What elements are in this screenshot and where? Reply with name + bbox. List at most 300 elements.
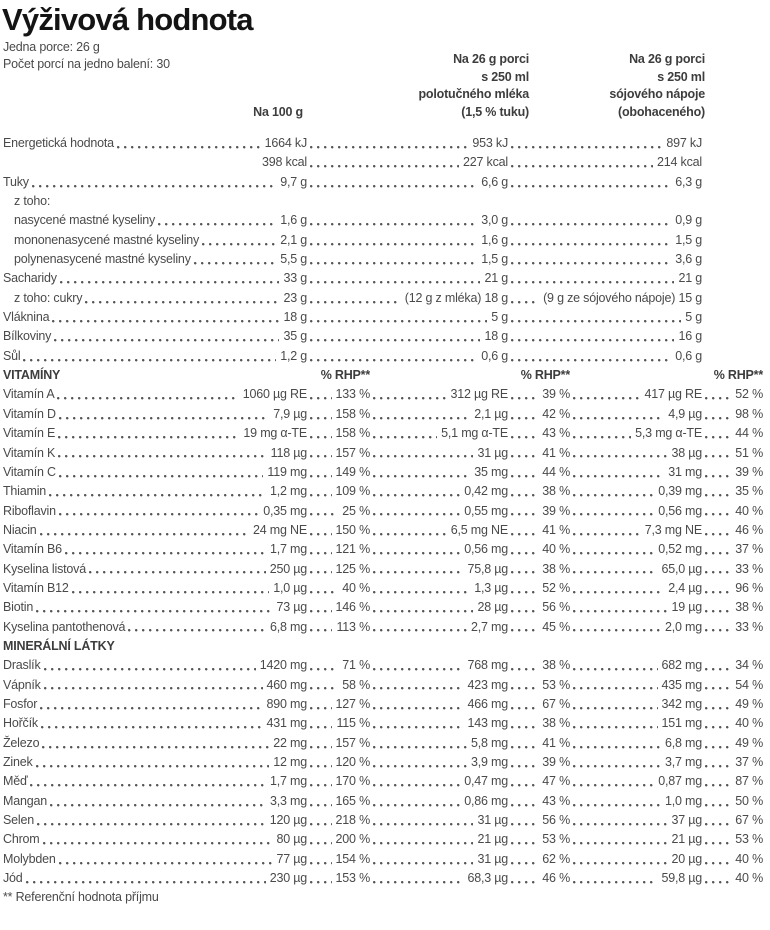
value-cell: 398 kcal	[262, 155, 307, 170]
value-cell: 1,5 g	[481, 252, 508, 267]
value-cell: 143 mg	[467, 716, 508, 731]
table-row	[3, 830, 763, 849]
dot-leader	[310, 792, 332, 811]
dot-leader	[511, 540, 538, 559]
row-label: z toho:	[14, 194, 51, 209]
dot-leader	[58, 444, 266, 463]
value-cell: 16 g	[678, 329, 702, 344]
dot-leader	[705, 734, 731, 753]
row-label: VITAMÍNY	[3, 368, 61, 383]
value-cell: 119 mg	[267, 464, 307, 479]
dot-leader	[310, 772, 332, 791]
value-cell: 21 µg	[477, 832, 508, 847]
value-cell: 214 kcal	[657, 155, 702, 170]
pct-cell: 146 %	[335, 600, 370, 615]
pct-cell: 38 %	[735, 600, 763, 615]
value-cell: 0,6 g	[675, 348, 702, 363]
dot-leader	[573, 579, 664, 598]
table-row	[3, 444, 763, 463]
dot-leader	[705, 850, 731, 869]
dot-leader	[310, 540, 332, 559]
dot-leader	[373, 830, 473, 849]
dot-leader	[511, 656, 538, 675]
value-cell: 897 kJ	[666, 136, 702, 150]
value-cell: 890 mg	[266, 696, 307, 711]
table-row	[3, 618, 763, 637]
row-label: Tuky	[3, 174, 29, 189]
dot-leader	[511, 753, 538, 772]
dot-leader	[511, 521, 538, 540]
value-cell: 1060 µg RE	[242, 387, 307, 402]
dot-leader	[511, 424, 538, 443]
value-cell: 682 mg	[661, 658, 702, 673]
value-cell: 118 µg	[270, 445, 307, 460]
pct-cell: 49 %	[735, 696, 763, 711]
section-row	[3, 637, 702, 656]
value-cell: 3,0 g	[481, 213, 508, 228]
pct-cell: 54 %	[735, 677, 763, 692]
pct-cell: 40 %	[542, 542, 570, 557]
pct-cell: 49 %	[735, 735, 763, 750]
pct-cell: 149 %	[335, 464, 370, 479]
row-label: polynenasycené mastné kyseliny	[14, 252, 191, 267]
value-cell: 151 mg	[661, 716, 702, 731]
value-cell: 1,6 g	[280, 213, 307, 228]
dot-leader	[373, 792, 460, 811]
pct-cell: 67 %	[735, 813, 763, 828]
dot-leader	[573, 366, 710, 385]
section-row	[3, 366, 763, 385]
value-cell: 460 mg	[266, 677, 307, 692]
dot-leader	[310, 482, 332, 501]
dot-leader	[310, 811, 332, 830]
table-row	[3, 792, 763, 811]
row-label: Sůl	[3, 348, 21, 363]
value-cell: (9 g ze sójového nápoje) 15 g	[543, 290, 702, 305]
value-cell: 0,56 mg	[658, 503, 702, 518]
value-cell: 466 mg	[467, 696, 508, 711]
dot-leader	[310, 250, 477, 269]
pct-cell: 109 %	[335, 484, 370, 499]
dot-leader	[705, 753, 731, 772]
dot-leader	[373, 753, 467, 772]
table-row	[3, 134, 702, 153]
pct-cell: 46 %	[542, 871, 570, 886]
dot-leader	[705, 830, 731, 849]
value-cell: 120 µg	[269, 813, 307, 828]
dot-leader	[59, 405, 269, 424]
dot-leader	[573, 792, 661, 811]
dot-leader	[63, 366, 316, 385]
row-label: Molybden	[3, 851, 56, 866]
table-row	[3, 560, 763, 579]
dot-leader	[59, 463, 264, 482]
dot-leader	[373, 714, 464, 733]
dot-leader	[511, 463, 538, 482]
value-cell: 5 g	[491, 310, 508, 325]
pct-cell: 45 %	[542, 619, 570, 634]
dot-leader	[128, 618, 266, 637]
pct-cell: 120 %	[335, 755, 370, 769]
serving-size: Jedna porce: 26 g	[3, 40, 100, 54]
dot-leader	[310, 830, 332, 849]
dot-leader	[573, 714, 658, 733]
dot-leader	[50, 792, 266, 811]
pct-cell: 42 %	[542, 406, 570, 421]
dot-leader	[511, 579, 538, 598]
value-cell: 73 µg	[276, 600, 307, 615]
dot-leader	[511, 830, 538, 849]
dot-leader	[194, 250, 276, 269]
table-header	[0, 38, 770, 134]
pct-cell: 46 %	[735, 522, 763, 537]
dot-leader	[310, 521, 332, 540]
value-cell: 18 g	[484, 329, 508, 344]
dot-leader	[30, 772, 266, 791]
table-row	[3, 153, 702, 172]
row-label: Vitamín E	[3, 426, 56, 441]
table-row	[3, 502, 763, 521]
value-cell: 1,2 g	[280, 348, 307, 363]
value-cell: 12 mg	[273, 755, 307, 769]
pct-cell: 40 %	[735, 503, 763, 518]
pct-cell: 96 %	[735, 580, 763, 595]
dot-leader	[373, 811, 473, 830]
dot-leader	[310, 598, 332, 617]
value-cell: 31 mg	[668, 464, 702, 479]
dot-leader	[573, 676, 658, 695]
value-cell: 19 mg α-TE	[243, 426, 307, 441]
value-cell: 28 µg	[477, 600, 508, 615]
dot-leader	[310, 347, 477, 366]
value-cell: 33 g	[283, 271, 307, 286]
dot-leader	[310, 502, 338, 521]
dot-leader	[573, 753, 661, 772]
dot-leader	[511, 502, 538, 521]
page-title: Výživová hodnota	[2, 2, 253, 37]
dot-leader	[573, 444, 667, 463]
row-label: Biotin	[3, 600, 34, 615]
table-row	[3, 347, 702, 366]
dot-leader	[373, 579, 470, 598]
row-label: Vitamín B12	[3, 580, 69, 595]
dot-leader	[89, 560, 266, 579]
pct-cell: 38 %	[542, 561, 570, 576]
value-cell: 3,6 g	[675, 252, 702, 267]
dot-leader	[310, 327, 480, 346]
table-row	[3, 811, 763, 830]
table-row	[3, 734, 763, 753]
dot-leader	[705, 676, 731, 695]
table-row	[3, 192, 702, 211]
dot-leader	[373, 424, 437, 443]
dot-leader	[705, 618, 731, 637]
value-cell: 1,5 g	[675, 232, 702, 247]
dot-leader	[44, 656, 256, 675]
value-cell: 21 g	[484, 271, 508, 286]
dot-leader	[705, 869, 731, 888]
value-cell: 31 µg	[477, 445, 508, 460]
column-header-soy: Na 26 g porci s 250 ml sójového nápoje (obohaceného)	[609, 52, 705, 119]
dot-leader	[705, 579, 731, 598]
pct-cell: 58 %	[342, 677, 370, 692]
row-label: Energetická hodnota	[3, 136, 114, 150]
dot-leader	[36, 753, 270, 772]
dot-leader	[373, 444, 473, 463]
pct-cell: 34 %	[735, 658, 763, 673]
pct-cell: 87 %	[735, 774, 763, 789]
dot-leader	[705, 772, 731, 791]
dot-leader	[373, 405, 470, 424]
dot-leader	[511, 444, 538, 463]
value-cell: 35 mg	[474, 464, 508, 479]
dot-leader	[511, 482, 538, 501]
dot-leader	[573, 482, 654, 501]
value-cell: 80 µg	[276, 832, 307, 847]
value-cell: 1,3 µg	[474, 580, 508, 595]
dot-leader	[573, 598, 667, 617]
value-cell: 953 kJ	[472, 136, 508, 150]
dot-leader	[573, 772, 654, 791]
dot-leader	[373, 656, 464, 675]
value-cell: 0,9 g	[675, 213, 702, 228]
value-cell: 1,2 mg	[269, 484, 307, 499]
table-row	[3, 676, 763, 695]
dot-leader	[705, 656, 731, 675]
dot-leader	[310, 869, 332, 888]
dot-leader	[511, 327, 674, 346]
pct-cell: 52 %	[542, 580, 570, 595]
value-cell: 38 µg	[671, 445, 702, 460]
dot-leader	[54, 327, 279, 346]
dot-leader	[511, 714, 538, 733]
dot-leader	[310, 173, 477, 192]
pct-cell: 39 %	[542, 503, 570, 518]
dot-leader	[72, 579, 270, 598]
pct-cell: 154 %	[335, 851, 370, 866]
dot-leader	[705, 444, 731, 463]
row-label: Thiamin	[3, 484, 47, 499]
dot-leader	[511, 792, 538, 811]
value-cell: 35 g	[283, 329, 307, 344]
pct-cell: 52 %	[735, 387, 763, 402]
pct-cell: 43 %	[542, 426, 570, 441]
table-row	[3, 540, 763, 559]
value-cell: 2,1 g	[280, 232, 307, 247]
dot-leader	[310, 734, 332, 753]
value-cell: 6,3 g	[675, 174, 702, 189]
value-cell: 0,56 mg	[464, 542, 508, 557]
row-label: Kyselina listová	[3, 561, 86, 576]
dot-leader	[310, 714, 332, 733]
dot-leader	[373, 482, 460, 501]
dot-leader	[705, 405, 731, 424]
dot-leader	[705, 385, 731, 404]
value-cell: 0,35 mg	[263, 503, 307, 518]
pct-cell: % RHP**	[320, 368, 370, 383]
pct-cell: 37 %	[735, 755, 763, 769]
dot-leader	[373, 463, 470, 482]
pct-cell: 53 %	[542, 677, 570, 692]
dot-leader	[705, 560, 731, 579]
dot-leader	[310, 753, 332, 772]
value-cell: 19 µg	[671, 600, 702, 615]
dot-leader	[310, 695, 332, 714]
table-row	[3, 579, 763, 598]
dot-leader	[573, 540, 654, 559]
dot-leader	[373, 676, 464, 695]
pct-cell: 56 %	[542, 600, 570, 615]
dot-leader	[49, 482, 266, 501]
dot-leader	[373, 869, 463, 888]
value-cell: 7,9 µg	[273, 406, 307, 421]
value-cell: 1420 mg	[259, 658, 307, 673]
row-label: Vápník	[3, 677, 41, 692]
value-cell: 230 µg	[269, 871, 307, 886]
pct-cell: 133 %	[335, 387, 370, 402]
value-cell: 18 g	[283, 310, 307, 325]
value-cell: 0,42 mg	[464, 484, 508, 499]
dot-leader	[511, 347, 671, 366]
pct-cell: 38 %	[542, 484, 570, 499]
table-row	[3, 598, 763, 617]
pct-cell: % RHP**	[520, 368, 570, 383]
value-cell: 65,0 µg	[661, 561, 702, 576]
pct-cell: 39 %	[735, 464, 763, 479]
value-cell: 6,8 mg	[664, 735, 702, 750]
dot-leader	[573, 385, 640, 404]
dot-leader	[59, 850, 273, 869]
row-label: Vitamín D	[3, 406, 56, 421]
dot-leader	[511, 308, 681, 327]
dot-leader	[573, 405, 664, 424]
table-row	[3, 656, 763, 675]
value-cell: 431 mg	[266, 716, 307, 731]
dot-leader	[705, 598, 731, 617]
dot-leader	[705, 521, 731, 540]
value-cell: 20 µg	[671, 851, 702, 866]
dot-leader	[310, 385, 332, 404]
dot-leader	[705, 463, 731, 482]
pct-cell: 157 %	[335, 735, 370, 750]
pct-cell: 39 %	[542, 387, 570, 402]
dot-leader	[373, 734, 467, 753]
dot-leader	[511, 772, 538, 791]
dot-leader	[573, 463, 664, 482]
value-cell: 0,47 mg	[464, 774, 508, 789]
value-cell: 9,7 g	[280, 174, 307, 189]
dot-leader	[310, 676, 338, 695]
dot-leader	[705, 424, 731, 443]
dot-leader	[310, 560, 332, 579]
value-cell: 59,8 µg	[661, 871, 702, 886]
value-cell: 0,86 mg	[464, 793, 508, 808]
dot-leader	[511, 269, 674, 288]
dot-leader	[26, 869, 266, 888]
footnote: ** Referenční hodnota příjmu	[3, 890, 159, 905]
pct-cell: 157 %	[335, 445, 370, 460]
value-cell: 1,0 mg	[664, 793, 702, 808]
dot-leader	[310, 269, 480, 288]
value-cell: 1,7 mg	[269, 542, 307, 557]
row-label: Jód	[3, 871, 23, 886]
pct-cell: 39 %	[542, 755, 570, 769]
pct-cell: 153 %	[335, 871, 370, 886]
row-label: Fosfor	[3, 696, 38, 711]
value-cell: 5,5 g	[280, 252, 307, 267]
row-label: nasycené mastné kyseliny	[14, 213, 156, 228]
value-cell: 1,6 g	[481, 232, 508, 247]
pct-cell: 125 %	[335, 561, 370, 576]
value-cell: 2,0 mg	[664, 619, 702, 634]
pct-cell: 40 %	[735, 851, 763, 866]
dot-leader	[40, 695, 262, 714]
row-label: MINERÁLNÍ LÁTKY	[3, 638, 115, 653]
pct-cell: 43 %	[542, 793, 570, 808]
pct-cell: 53 %	[542, 832, 570, 847]
dot-leader	[511, 153, 653, 172]
dot-leader	[511, 250, 671, 269]
dot-leader	[573, 811, 667, 830]
dot-leader	[705, 792, 731, 811]
dot-leader	[511, 734, 538, 753]
dot-leader	[41, 714, 263, 733]
pct-cell: 115 %	[336, 716, 370, 731]
value-cell: 77 µg	[276, 851, 307, 866]
dot-leader	[373, 502, 460, 521]
dot-leader	[705, 714, 731, 733]
dot-leader	[373, 385, 446, 404]
value-cell: 24 mg NE	[253, 522, 307, 537]
value-cell: 3,7 mg	[664, 755, 702, 769]
row-label: Niacin	[3, 522, 37, 537]
value-cell: 31 µg	[477, 813, 508, 828]
value-cell: 6,5 mg NE	[450, 522, 508, 537]
table-row	[3, 772, 763, 791]
pct-cell: 170 %	[335, 774, 370, 789]
table-row	[3, 714, 763, 733]
dot-leader	[373, 695, 464, 714]
dot-leader	[202, 231, 276, 250]
row-label: Sacharidy	[3, 271, 57, 286]
pct-cell: 47 %	[542, 774, 570, 789]
dot-leader	[60, 269, 280, 288]
value-cell: 5 g	[685, 310, 702, 325]
dot-leader	[310, 134, 468, 153]
value-cell: 3,3 mg	[269, 793, 307, 808]
dot-leader	[705, 482, 731, 501]
value-cell: 5,1 mg α-TE	[441, 426, 508, 441]
dot-leader	[310, 656, 338, 675]
value-cell: 6,8 mg	[269, 619, 307, 634]
pct-cell: 40 %	[735, 871, 763, 886]
row-label: Vitamín C	[3, 464, 56, 479]
pct-cell: 41 %	[542, 445, 570, 460]
pct-cell: 200 %	[335, 832, 370, 847]
table-row	[3, 850, 763, 869]
dot-leader	[59, 502, 259, 521]
dot-leader	[310, 211, 477, 230]
value-cell: 31 µg	[477, 851, 508, 866]
dot-leader	[158, 211, 276, 230]
dot-leader	[310, 289, 401, 308]
value-cell: 342 mg	[661, 696, 702, 711]
pct-cell: 37 %	[735, 542, 763, 557]
dot-leader	[705, 502, 731, 521]
value-cell: 0,39 mg	[658, 484, 702, 499]
dot-leader	[511, 811, 538, 830]
value-cell: 768 mg	[467, 658, 508, 673]
